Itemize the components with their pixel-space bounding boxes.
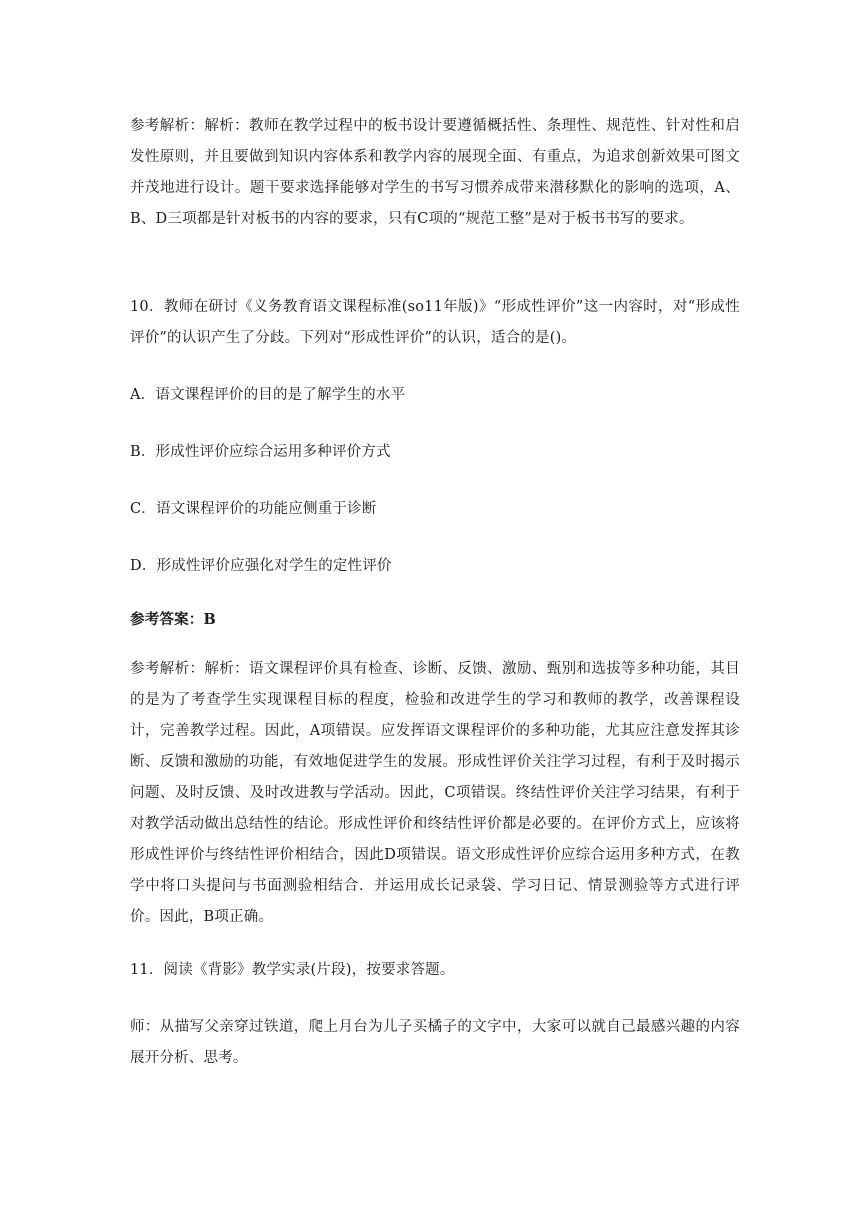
question-11-teacher-line: 师：从描写父亲穿过铁道，爬上月台为儿子买橘子的文字中，大家可以就自己最感兴趣的内容展开分析、思考。 [130,1019,740,1066]
question-10-option-d: D．形成性评价应强化对学生的定性评价 [130,558,392,574]
question-10-analysis: 参考解析：解析：语文课程评价具有检查、诊断、反馈、激励、甄别和选拔等多种功能，其目的是为了考查学生实现课程目标的程度，检验和改进学生的学习和教师的教学，改善课程设计，完善教学过程。因此，A项错误。应发挥语文课程评价的多种功能，尤其应注意发挥其诊断、反馈和激励的功能，有效地促进学生的发展。形成性评价关注学习过程，有利于及时揭示问题、及时反馈、及时改进教与学活动。因此，C项错误。终结性评价关注学习结果，有利于对教学活动做出总结性的结论。形成性评价和终结性评价都是必要的。在评价方式上，应该将形成性评价与终结性评价相结合，因此D项错误。语文形成性评价应综合运用多种方式，在教学中将口头提问与书面测验相结合．并运用成长记录袋、学习日记、情景测验等方式进行评价。因此，B项正确。 [130,661,740,925]
question-10-option-a: A．语文课程评价的目的是了解学生的水平 [130,387,406,403]
question-10-option-b: B．形成性评价应综合运用多种评价方式 [130,444,391,460]
question-10-answer: 参考答案：B [130,611,216,628]
question-10-stem: 10．教师在研讨《义务教育语文课程标准(so11年版)》“形成性评价”这一内容时，对“形成性评价”的认识产生了分歧。下列对“形成性评价”的认识，适合的是()。 [130,299,740,346]
question-10-option-c: C．语文课程评价的功能应侧重于诊断 [130,501,377,517]
prev-question-analysis: 参考解析：解析：教师在教学过程中的板书设计要遵循概括性、条理性、规范性、针对性和启发性原则，并且要做到知识内容体系和教学内容的展现全面、有重点，为追求创新效果可图文并茂地进行设计。题干要求选择能够对学生的书写习惯养成带来潜移默化的影响的选项，A、B、D三项都是针对板书的内容的要求，只有C项的“规范工整”是对于板书书写的要求。 [130,118,740,227]
question-11-stem: 11．阅读《背影》教学实录(片段)，按要求答题。 [130,962,455,978]
